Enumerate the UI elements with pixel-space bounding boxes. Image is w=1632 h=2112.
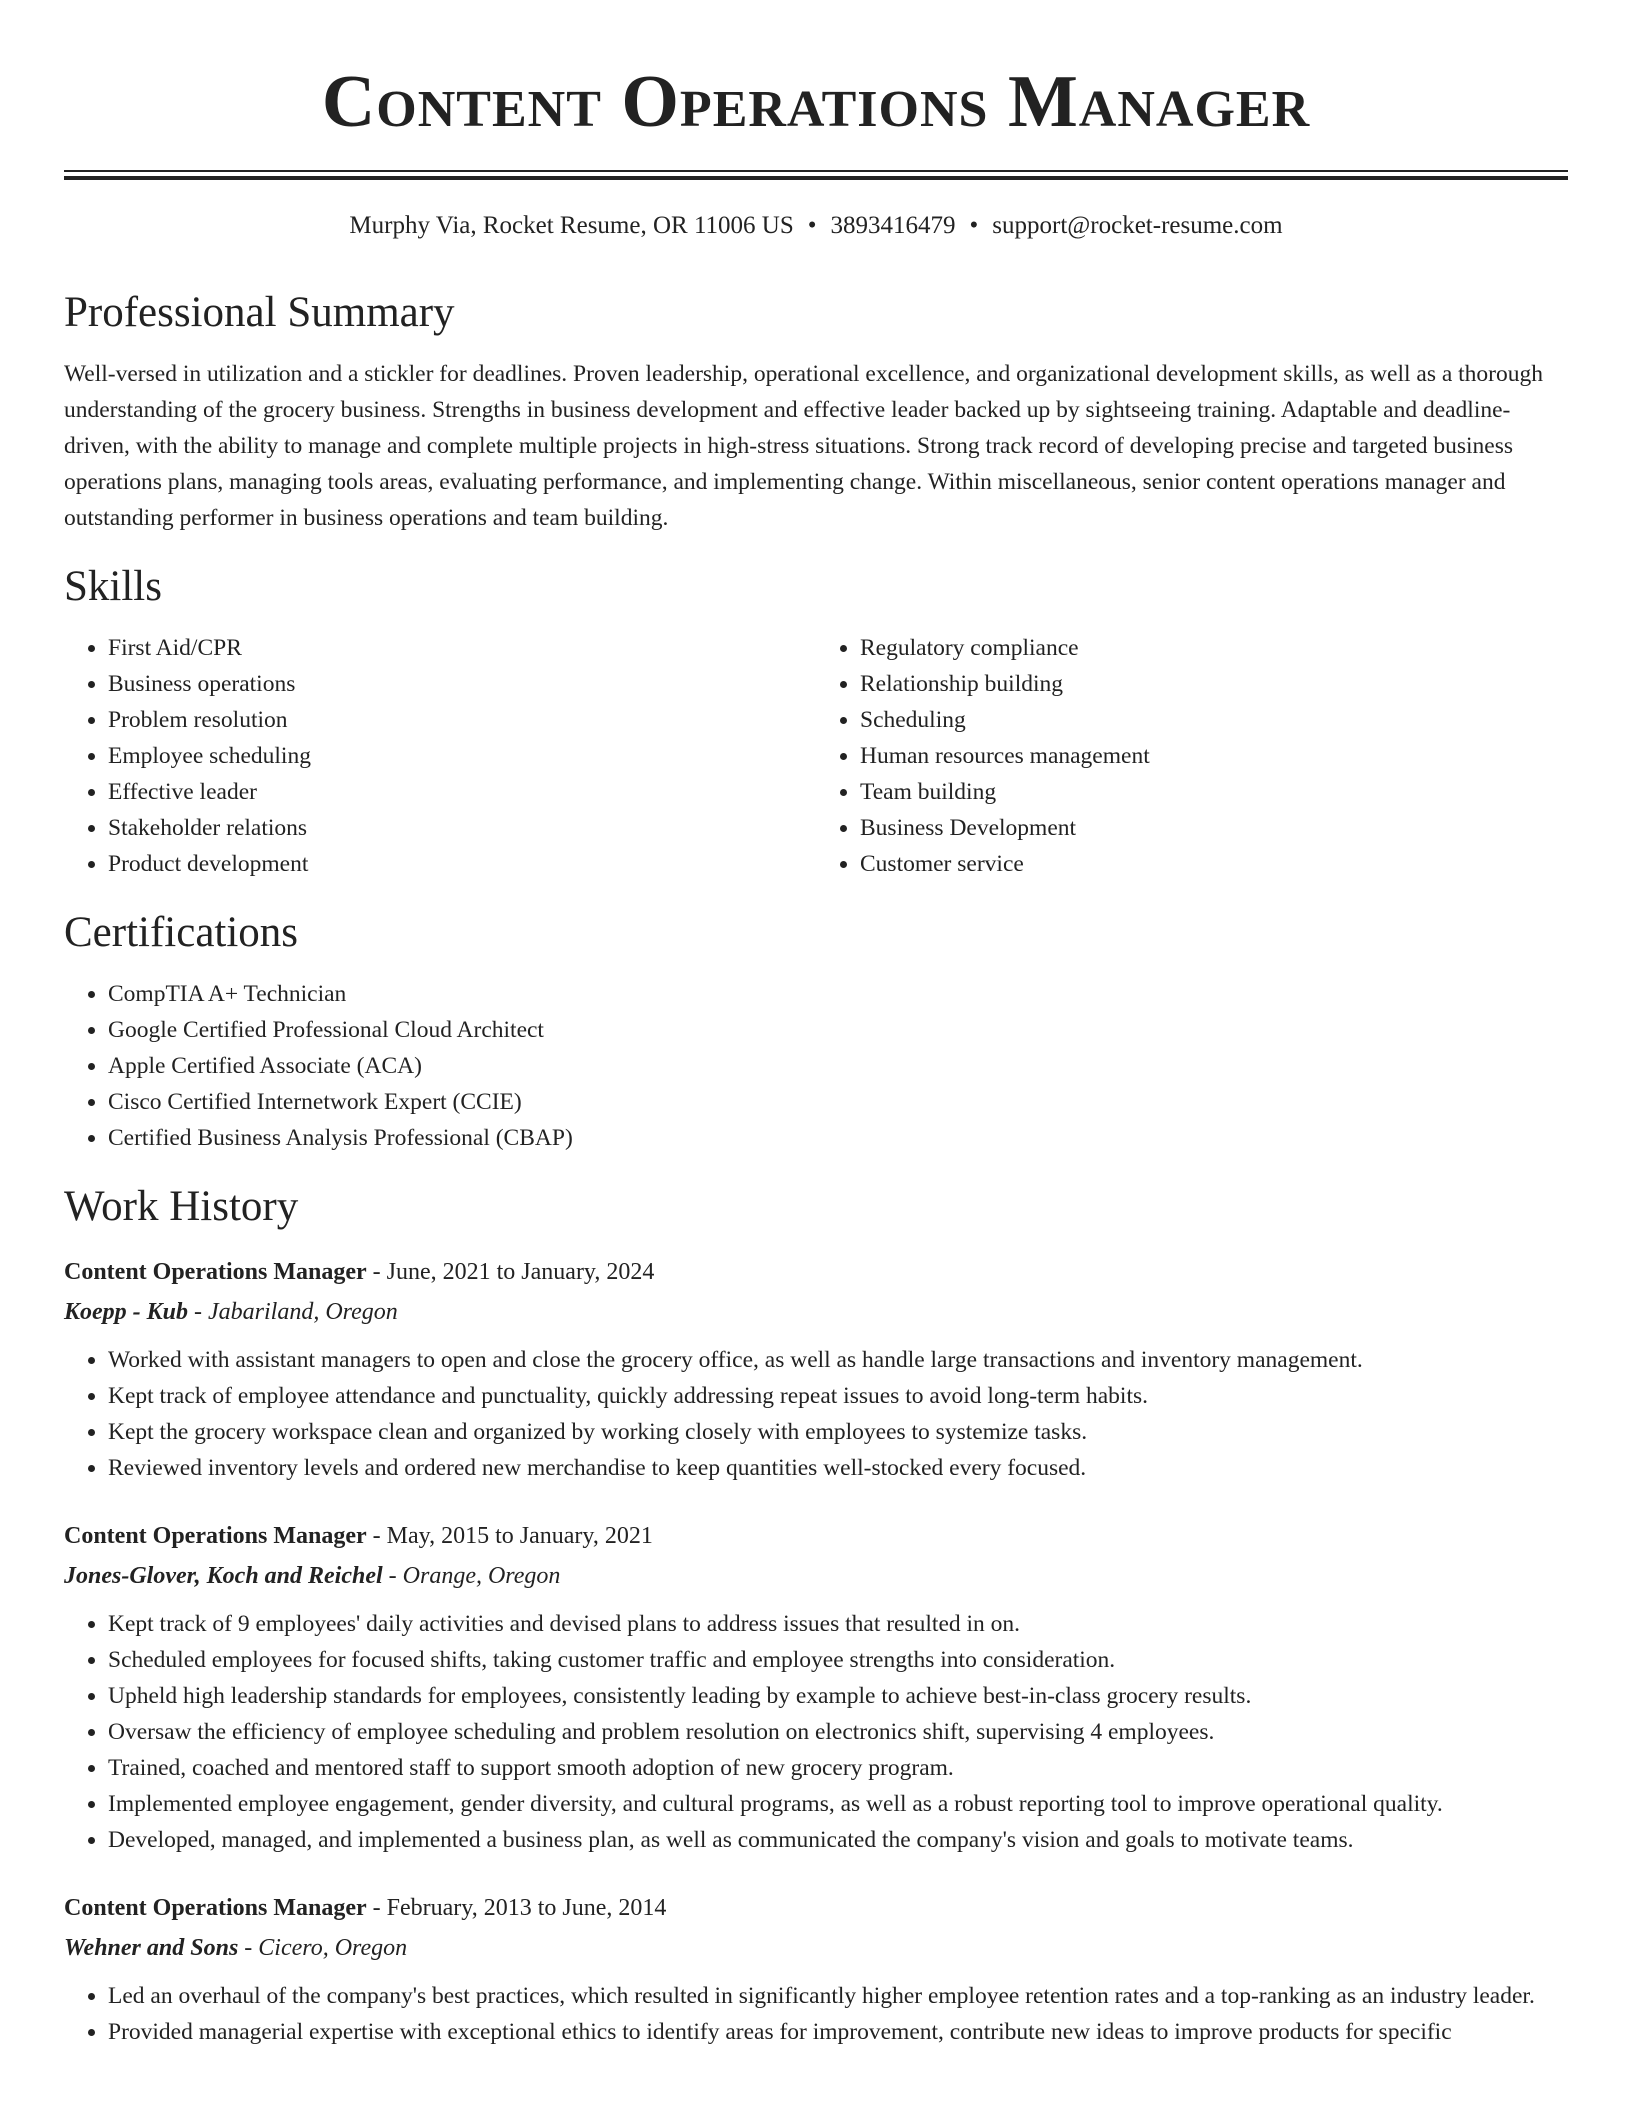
job-dates: - February, 2013 to June, 2014 — [366, 1895, 667, 1921]
certification-item: • Google Certified Professional Cloud Architect — [108, 1012, 1568, 1048]
job-entry — [64, 1516, 1568, 1858]
skill-item: • Stakeholder relations — [108, 810, 816, 846]
job-location: - Orange, Oregon — [382, 1563, 561, 1589]
skill-item: • First Aid/CPR — [108, 630, 816, 666]
job-company: Wehner and Sons — [64, 1935, 239, 1961]
contact-phone: 3893416479 — [830, 212, 956, 239]
job-bullet: • Upheld high leadership standards for employees, consistently leading by example to achieve best-in-class grocery results. — [108, 1678, 1568, 1714]
skills-column-right — [816, 630, 1568, 882]
contact-email: support@rocket-resume.com — [992, 212, 1283, 239]
certification-item: • Apple Certified Associate (ACA) — [108, 1048, 1568, 1084]
skill-item: • Product development — [108, 846, 816, 882]
job-bullet: • Developed, managed, and implemented a business plan, as well as communicated the company's vision and goals to motivate teams. — [108, 1822, 1568, 1858]
job-company: Jones-Glover, Koch and Reichel — [64, 1563, 383, 1589]
skills-heading: Skills — [64, 563, 162, 610]
job-bullet: • Kept the grocery workspace clean and organized by working closely with employees to systemize tasks. — [108, 1414, 1568, 1450]
job-bullet: • Trained, coached and mentored staff to support smooth adoption of new grocery program. — [108, 1750, 1568, 1786]
job-company-line — [64, 1928, 1568, 1968]
job-dates: - June, 2021 to January, 2024 — [366, 1259, 655, 1285]
job-bullet: • Oversaw the efficiency of employee scheduling and problem resolution on electronics shift, supervising 4 employees. — [108, 1714, 1568, 1750]
job-role: Content Operations Manager — [64, 1895, 367, 1921]
contact-address: Murphy Via, Rocket Resume, OR 11006 US — [349, 212, 794, 239]
job-header — [64, 1888, 1568, 1928]
job-company: Koepp - Kub — [64, 1299, 189, 1325]
title-double-rule — [64, 170, 1568, 180]
skill-item: • Human resources management — [860, 738, 1568, 774]
certification-item: • Cisco Certified Internetwork Expert (CCIE) — [108, 1084, 1568, 1120]
job-company-line — [64, 1292, 1568, 1332]
job-bullet-list — [64, 1342, 1568, 1486]
job-bullet: • Kept track of employee attendance and punctuality, quickly addressing repeat issues to avoid long-term habits. — [108, 1378, 1568, 1414]
job-company-line — [64, 1556, 1568, 1596]
job-bullet: • Scheduled employees for focused shifts, taking customer traffic and employee strengths into consideration. — [108, 1642, 1568, 1678]
work-history-heading: Work History — [64, 1183, 299, 1230]
job-bullet: • Reviewed inventory levels and ordered new merchandise to keep quantities well-stocked every focused. — [108, 1450, 1568, 1486]
skill-item: • Scheduling — [860, 702, 1568, 738]
job-role: Content Operations Manager — [64, 1523, 367, 1549]
contact-separator: • — [807, 212, 817, 239]
skill-item: • Customer service — [860, 846, 1568, 882]
skills-list-left — [64, 630, 816, 882]
skill-item: • Business Development — [860, 810, 1568, 846]
job-entry — [64, 1888, 1568, 2050]
skill-item: • Employee scheduling — [108, 738, 816, 774]
skills-column-left — [64, 630, 816, 882]
summary-heading: Professional Summary — [64, 289, 455, 336]
job-role: Content Operations Manager — [64, 1259, 367, 1285]
skill-item: • Team building — [860, 774, 1568, 810]
job-header — [64, 1252, 1568, 1292]
skills-grid — [64, 630, 1568, 882]
certification-item: • Certified Business Analysis Professional (CBAP) — [108, 1120, 1568, 1156]
job-bullet-list — [64, 1978, 1568, 2050]
job-location: - Jabariland, Oregon — [188, 1299, 398, 1325]
job-bullet-list — [64, 1606, 1568, 1858]
job-bullet: • Provided managerial expertise with exceptional ethics to identify areas for improvement, contribute new ideas to improve products for specific — [108, 2014, 1568, 2050]
job-dates: - May, 2015 to January, 2021 — [366, 1523, 653, 1549]
skill-item: • Business operations — [108, 666, 816, 702]
job-header — [64, 1516, 1568, 1556]
contact-separator: • — [969, 212, 979, 239]
job-entry — [64, 1252, 1568, 1486]
certification-item: • CompTIA A+ Technician — [108, 976, 1568, 1012]
skill-item: • Problem resolution — [108, 702, 816, 738]
certifications-heading: Certifications — [64, 909, 299, 956]
job-bullet: • Led an overhaul of the company's best practices, which resulted in significantly higher employee retention rates and a top-ranking as an industry leader. — [108, 1978, 1568, 2014]
skill-item: • Relationship building — [860, 666, 1568, 702]
skills-list-right — [816, 630, 1568, 882]
skill-item: • Effective leader — [108, 774, 816, 810]
contact-line — [64, 210, 1568, 242]
skill-item: • Regulatory compliance — [860, 630, 1568, 666]
certifications-list — [64, 976, 1568, 1156]
job-bullet: • Worked with assistant managers to open and close the grocery office, as well as handle large transactions and inventory management. — [108, 1342, 1568, 1378]
resume-name-title: Content Operations Manager — [321, 61, 1311, 143]
job-bullet: • Kept track of 9 employees' daily activities and devised plans to address issues that resulted in on. — [108, 1606, 1568, 1642]
job-bullet: • Implemented employee engagement, gender diversity, and cultural programs, as well as a robust reporting tool to improve operational quality. — [108, 1786, 1568, 1822]
summary-text: Well-versed in utilization and a stickler for deadlines. Proven leadership, operational excellence, and organizational development skills, as well as a thorough understanding of the grocery business. Strengths in business development and effective leader backed up by sightseeing training. Adaptable and deadline-driven, with the ability to manage and complete multiple projects in high-stress situations. Strong track record of developing precise and targeted business operations plans, managing tools areas, evaluating performance, and implementing change. Within miscellaneous, senior content operations manager and outstanding performer in business operations and team building. — [64, 361, 1543, 531]
job-location: - Cicero, Oregon — [238, 1935, 408, 1961]
